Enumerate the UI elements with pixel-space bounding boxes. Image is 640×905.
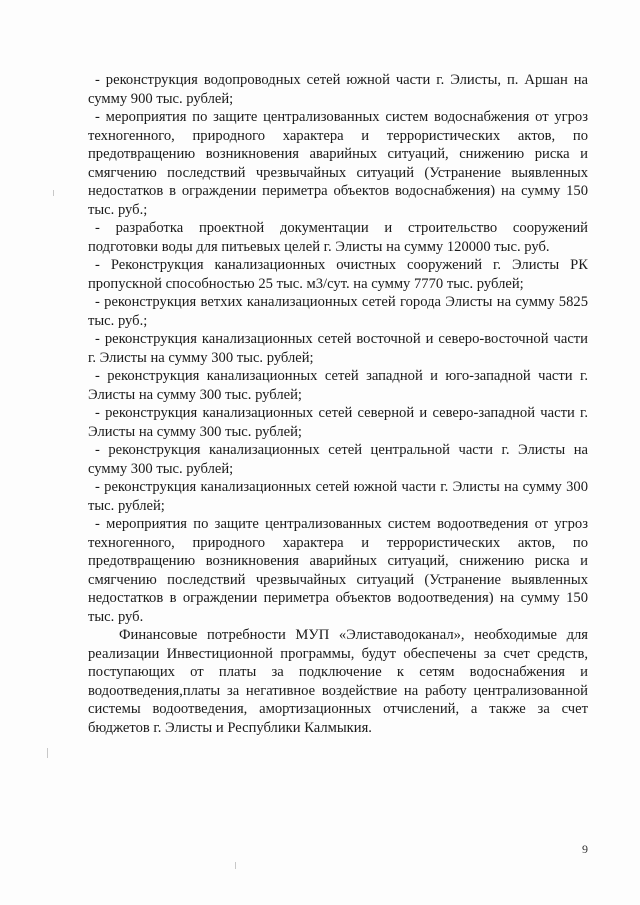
list-item: - Реконструкция канализационных очистных сооружений г. Элисты РК пропускной способностью 25 тыс. м3/сут. на сумму 7770 тыс. рублей;: [88, 257, 588, 292]
scan-speck: [47, 748, 48, 758]
document-body: [88, 71, 588, 737]
list-item: - реконструкция канализационных сетей центральной части г. Элисты на сумму 300 тыс. рублей;: [88, 442, 588, 477]
closing-paragraph: Финансовые потребности МУП «Элиставодоканал», необходимые для реализации Инвестиционной программы, будут обеспечены за счет средств, поступающих от платы за подключение к сетям водоснабжения и водоотведения,платы за негативное воздействие на работу централизованной системы водоотведения, амортизационных отчислений, а также за счет бюджетов г. Элисты и Республики Калмыкия.: [88, 627, 588, 736]
list-item: - реконструкция канализационных сетей западной и юго-западной части г. Элисты на сумму 300 тыс. рублей;: [88, 368, 588, 403]
scan-speck: [53, 190, 54, 196]
list-item: - реконструкция канализационных сетей северной и северо-западной части г. Элисты на сумму 300 тыс. рублей;: [88, 405, 588, 440]
list-item: - мероприятия по защите централизованных систем водоотведения от угроз техногенного, природного характера и террористических актов, по предотвращению возникновения аварийных ситуаций, снижению риска и смягчению последствий чрезвычайных ситуаций (Устранение выявленных недостатков в ограждении периметра объектов водоотведения) на сумму 150 тыс. руб.: [88, 516, 588, 625]
list-item: - реконструкция канализационных сетей южной части г. Элисты на сумму 300 тыс. рублей;: [88, 479, 588, 514]
list-item: - реконструкция канализационных сетей восточной и северо-восточной части г. Элисты на сумму 300 тыс. рублей;: [88, 331, 588, 366]
list-item: - мероприятия по защите централизованных систем водоснабжения от угроз техногенного, природного характера и террористических актов, по предотвращению возникновения аварийных ситуаций, снижению риска и смягчению последствий чрезвычайных ситуаций (Устранение выявленных недостатков в ограждении периметра объектов водоснабжения) на сумму 150 тыс. руб.;: [88, 109, 588, 218]
list-item: - реконструкция ветхих канализационных сетей города Элисты на сумму 5825 тыс. руб.;: [88, 294, 588, 329]
list-item: - разработка проектной документации и строительство сооружений подготовки воды для питьевых целей г. Элисты на сумму 120000 тыс. руб.: [88, 220, 588, 255]
list-item: - реконструкция водопроводных сетей южной части г. Элисты, п. Аршан на сумму 900 тыс. рублей;: [88, 72, 588, 107]
page-number: 9: [582, 842, 588, 856]
scan-speck: [235, 862, 236, 869]
